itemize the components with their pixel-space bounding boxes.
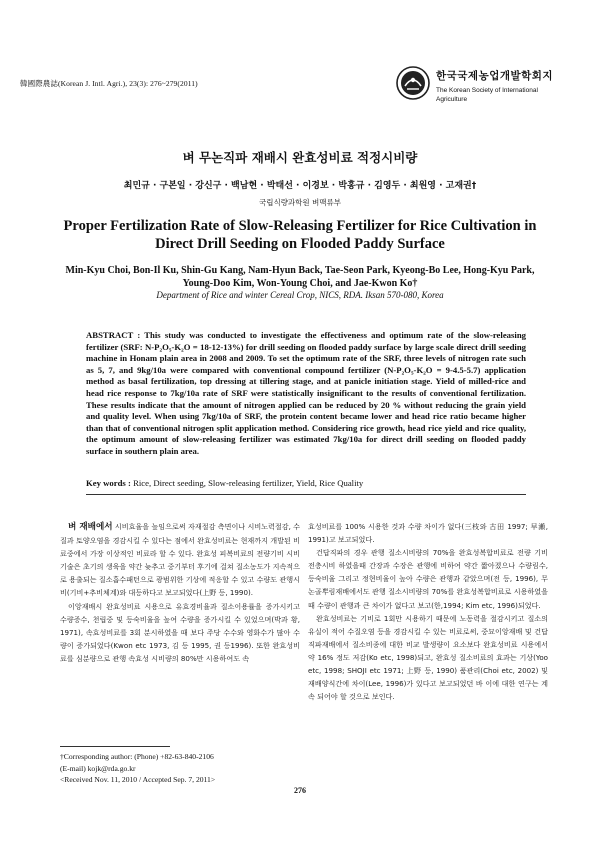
- society-logo-icon: [396, 66, 430, 100]
- body-right-column: [308, 520, 548, 703]
- body-paragraph: 효성비료를 100% 시용한 것과 수량 차이가 없다(三枝와 古田 1997; 早瀨, 1991)고 보고되었다.: [308, 522, 548, 545]
- society-name: [436, 68, 586, 104]
- footnote: [60, 751, 300, 786]
- intro-text: 시비효율을 높임으로써 자재절감 측면이나 시비노력절감, 수질과 토양오염을 경감시킬 수 있다는 점에서 완효성비료는 현재까지 개발된 비료중에서 가장 이상적인 비료라 할 수 있다. 완효성 피복비료의 전량기비 시비기술은 초기의 생육을 약간 늦추고 중기부터 후기에 걸쳐 질소농도가 지속적으로 용출되는 질소흡수패턴으로 광범위한 기상에 적응할 수 있고 수량도 관행시비(기비+추비체계)와 대등하다고 보고되었다(上野 등, 1990).: [60, 522, 300, 598]
- body-left-column: [60, 520, 300, 665]
- keywords-label: Key words :: [86, 478, 131, 488]
- corresponding-author: †Corresponding author: (Phone) +82-63-840-2106: [60, 752, 214, 761]
- society-name-en: The Korean Society of International Agriculture: [436, 87, 538, 103]
- footnote-divider: [60, 746, 170, 747]
- keywords-divider: [86, 494, 526, 495]
- keywords-list: Rice, Direct seeding, Slow-releasing fertilizer, Yield, Rice Quality: [133, 478, 364, 488]
- page-number: 276: [294, 786, 306, 795]
- english-department: Department of Rice and winter Cereal Crop, NICS, RDA. Iksan 570-080, Korea: [156, 290, 444, 300]
- english-authors: Min-Kyu Choi, Bon-Il Ku, Shin-Gu Kang, Nam-Hyun Back, Tae-Seon Park, Kyeong-Bo Lee, Hong-Kyu Park, Young-Doo Kim, Won-Young Choi, and Jae-Kwon Ko†: [65, 265, 535, 289]
- korean-authors: 최민규 · 구본일 · 강신구 · 백남현 · 박태선 · 이경보 · 박홍규 · 김영두 · 최원영 · 고재권†: [123, 181, 477, 191]
- english-title: Proper Fertilization Rate of Slow-Releasing Fertilizer for Rice Cultivation in Direct Drill Seeding on Flooded Paddy Surface: [63, 218, 537, 252]
- author-email: (E-mail) kojk@rda.go.kr: [60, 763, 136, 773]
- keywords: [86, 478, 526, 488]
- body-paragraph: 완효성비료는 기비로 1회만 시용하기 때문에 노동력을 절감시키고 질소의 유실이 적어 수질오염 등을 경감시킬 수 있는 비료로써, 중묘이앙재배 및 건답직파재배에서 질소비종에 대한 비교 발생량이 요소보다 완효성비료 시용에서 약 16% 정도 저감(Ko etc, 1998)되고, 완효성 질소비료의 효과는 기상(Yoo etc, 1998; SHOJI etc 1971; 上野 등, 1990) 품관리(Choi etc, 2002) 및 재배양식간에 차이(Lee, 1996)가 있다고 보고되었던 바 이에 대한 연구는 계속 되어야 할 것으로 보인다.: [308, 613, 548, 702]
- received-date: <Received Nov. 11, 2010 / Accepted Sep. 7, 2011>: [60, 775, 216, 784]
- journal-reference: 韓國際農誌(Korean J. Intl. Agri.), 23(3): 276~279(2011): [20, 79, 198, 88]
- korean-title: 벼 무논직파 재배시 완효성비료 적정시비량: [182, 150, 418, 165]
- body-paragraph: 이앙재배시 완효성비료 시용으로 유효경비율과 질소이용률을 증가시키고 수량증수, 천립중 및 등숙비율을 높여 수량을 증가시킬 수 있었으며(박과 황, 1971), 속효성비료를 3회 분시하였을 때 보다 주당 수수와 영화수가 많아 수량이 증가되었다(Kwon etc 1973, 김 등 1995, 권 등1996). 또한 완효성비료를 심분량으로 관행 속효성 시비량의 80%만 시용하여도 속: [60, 601, 300, 663]
- body-paragraph: 건답직파의 경우 관행 질소시비량의 70%을 완효성복합비료로 전량 기비 전층시비 하였을때 간장과 수장은 관행에 비하여 약간 짧아졌으나 수량림수, 등숙비율 그리고 정현비율이 높아 수량은 관행과 같았으며(전 등, 1996), 무논골뿌림재배에서도 관행 질소시비량의 70%를 완효성복합비료로 시용하였을 때 수량이 관행과 큰 차이가 없다고 보고(한,1994; Kim etc, 1996)되었다.: [308, 548, 548, 610]
- abstract: ABSTRACT : This study was conducted to investigate the effectiveness and optimum rate of the slow-releasing fertilizer (SRF: N-P₂O₅-K₂O = 18-12-13%) for drill seeding on flooded paddy surface by large scale direct drill seeding machine in Honam plain area in 2008 and 2009. To set the optimum rate of the SRF, three levels of nitrogen rate such as 5, 7, and 9kg/10a were compared with conventional compound fertilizer (N-P₂O₅-K₂O = 9-4.5-5.7) application method as basal fertilization, top dressing at tillering stage, and at panicle initiation stage. Yield of milled-rice and head rice response to 7kg/10a rate of SRF were statistically insignificant to the results of conventional fertilization. These results indicate that the amount of nitrogen applied can be reduced by 20 % without reducing the grain yield and quality level. When using 7kg/10a of SRF, the protein content became lower and head rice ratio became higher than that of conventional nitrogen split application method. Considering rice growth, head rice yield and rice quality, the optimum amount of slow-releasing fertilizer was estimated 7kg/10a for direct drill seeding on flooded paddy surface in southern plain area.: [86, 330, 526, 456]
- body-paragraph: [60, 520, 300, 600]
- intro-lead: 벼 재배에서: [68, 522, 113, 532]
- society-name-kr: 한국국제농업개발학회지: [436, 70, 554, 82]
- korean-affiliation: 국립식량과학원 벼맥류부: [258, 198, 342, 207]
